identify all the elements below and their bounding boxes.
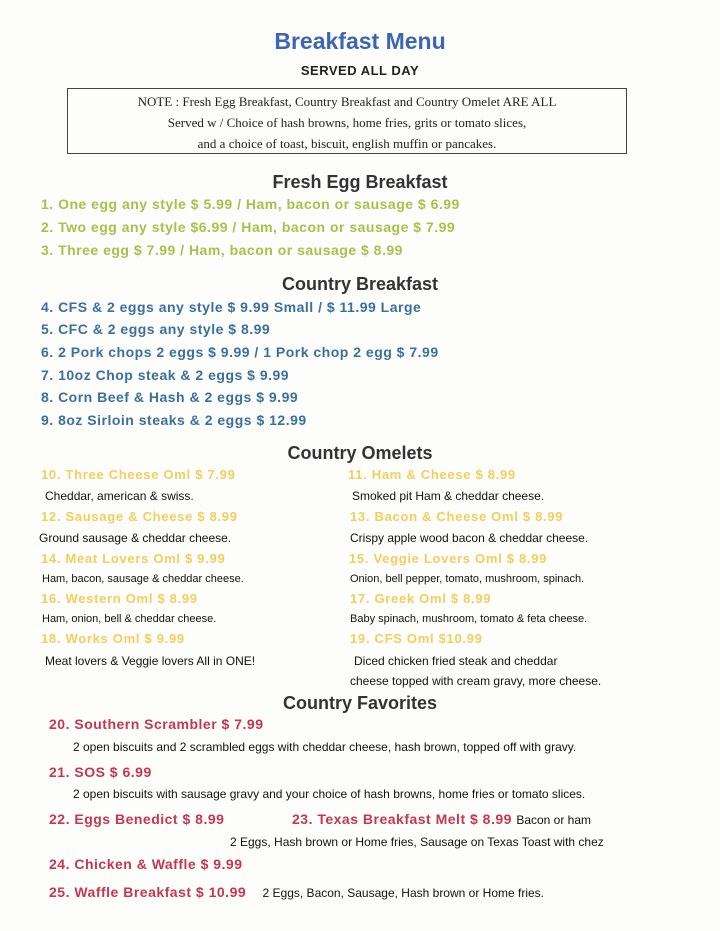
menu-item-12: 12. Sausage & Cheese $ 8.99 — [41, 509, 238, 524]
menu-item-17-desc: Baby spinach, mushroom, tomato & feta cheese. — [350, 613, 588, 625]
page-title: Breakfast Menu — [274, 28, 446, 54]
menu-item-11: 11. Ham & Cheese $ 8.99 — [348, 467, 516, 482]
menu-item-14: 14. Meat Lovers Oml $ 9.99 — [41, 551, 226, 566]
menu-item-6: 6. 2 Pork chops 2 eggs $ 9.99 / 1 Pork chop 2 egg $ 7.99 — [41, 344, 439, 360]
menu-item-1: 1. One egg any style $ 5.99 / Ham, bacon or sausage $ 6.99 — [41, 196, 460, 212]
menu-item-23-name: 23. Texas Breakfast Melt $ 8.99 — [292, 811, 512, 827]
menu-item-11-desc: Smoked pit Ham & cheddar cheese. — [352, 489, 545, 503]
note-box — [67, 88, 627, 154]
menu-item-18-desc: Meat lovers & Veggie lovers All in ONE! — [45, 654, 256, 668]
menu-item-14-desc: Ham, bacon, sausage & cheddar cheese. — [42, 573, 244, 585]
note-line-2: Served w / Choice of hash browns, home fries, grits or tomato slices, — [167, 115, 527, 130]
menu-item-7: 7. 10oz Chop steak & 2 eggs $ 9.99 — [41, 367, 290, 383]
menu-item-16-desc: Ham, onion, bell & cheddar cheese. — [42, 613, 217, 625]
menu-item-19-desc-2: cheese topped with cream gravy, more cheese. — [350, 674, 602, 688]
menu-item-23-desc: 2 Eggs, Hash brown or Home fries, Sausage on Texas Toast with chez — [230, 835, 604, 849]
section-heading-favorites: Country Favorites — [282, 693, 438, 713]
menu-item-13-desc: Crispy apple wood bacon & cheddar cheese. — [350, 531, 589, 545]
menu-item-8: 8. Corn Beef & Hash & 2 eggs $ 9.99 — [41, 389, 299, 405]
menu-item-19: 19. CFS Oml $10.99 — [350, 631, 483, 646]
menu-item-24: 24. Chicken & Waffle $ 9.99 — [49, 856, 243, 872]
menu-item-21: 21. SOS $ 6.99 — [49, 764, 152, 780]
menu-item-4: 4. CFS & 2 eggs any style $ 9.99 Small / $ 11.99 Large — [41, 299, 422, 315]
page-subtitle: SERVED ALL DAY — [300, 63, 420, 78]
menu-item-20: 20. Southern Scrambler $ 7.99 — [49, 716, 264, 732]
menu-item-15-desc: Onion, bell pepper, tomato, mushroom, spinach. — [350, 573, 585, 585]
section-heading-country-breakfast: Country Breakfast — [281, 274, 439, 294]
menu-item-25 — [49, 884, 544, 900]
note-line-3: and a choice of toast, biscuit, english muffin or pancakes. — [197, 136, 497, 151]
menu-item-19-desc: Diced chicken fried steak and cheddar — [354, 654, 558, 668]
menu-item-17: 17. Greek Oml $ 8.99 — [350, 591, 492, 606]
menu-item-3: 3. Three egg $ 7.99 / Ham, bacon or sausage $ 8.99 — [41, 242, 403, 258]
menu-item-23 — [292, 811, 591, 827]
menu-item-5: 5. CFC & 2 eggs any style $ 8.99 — [41, 321, 271, 337]
menu-item-9: 9. 8oz Sirloin steaks & 2 eggs $ 12.99 — [41, 412, 307, 428]
menu-item-23-desc-inline: Bacon or ham — [516, 813, 592, 827]
menu-item-18: 18. Works Oml $ 9.99 — [41, 631, 185, 646]
menu-item-10-desc: Cheddar, american & swiss. — [45, 489, 194, 503]
note-line-1: NOTE : Fresh Egg Breakfast, Country Breakfast and Country Omelet ARE ALL — [137, 94, 557, 109]
section-heading-fresh-egg: Fresh Egg Breakfast — [272, 172, 448, 192]
menu-item-25-name: 25. Waffle Breakfast $ 10.99 — [49, 884, 247, 900]
menu-item-2: 2. Two egg any style $6.99 / Ham, bacon or sausage $ 7.99 — [41, 219, 456, 235]
section-heading-omelets: Country Omelets — [287, 443, 433, 463]
menu-item-13: 13. Bacon & Cheese Oml $ 8.99 — [350, 509, 564, 524]
menu-item-25-desc-inline: 2 Eggs, Bacon, Sausage, Hash brown or Home fries. — [262, 886, 545, 900]
menu-item-15: 15. Veggie Lovers Oml $ 8.99 — [349, 551, 548, 566]
menu-item-22: 22. Eggs Benedict $ 8.99 — [49, 811, 225, 827]
menu-item-20-desc: 2 open biscuits and 2 scrambled eggs with cheddar cheese, hash brown, topped off with gravy. — [73, 740, 577, 754]
menu-item-16: 16. Western Oml $ 8.99 — [41, 591, 198, 606]
menu-item-10: 10. Three Cheese Oml $ 7.99 — [41, 467, 236, 482]
menu-item-12-desc: Ground sausage & cheddar cheese. — [39, 531, 232, 545]
menu-item-21-desc: 2 open biscuits with sausage gravy and your choice of hash browns, home fries or tomato slices. — [73, 787, 586, 801]
